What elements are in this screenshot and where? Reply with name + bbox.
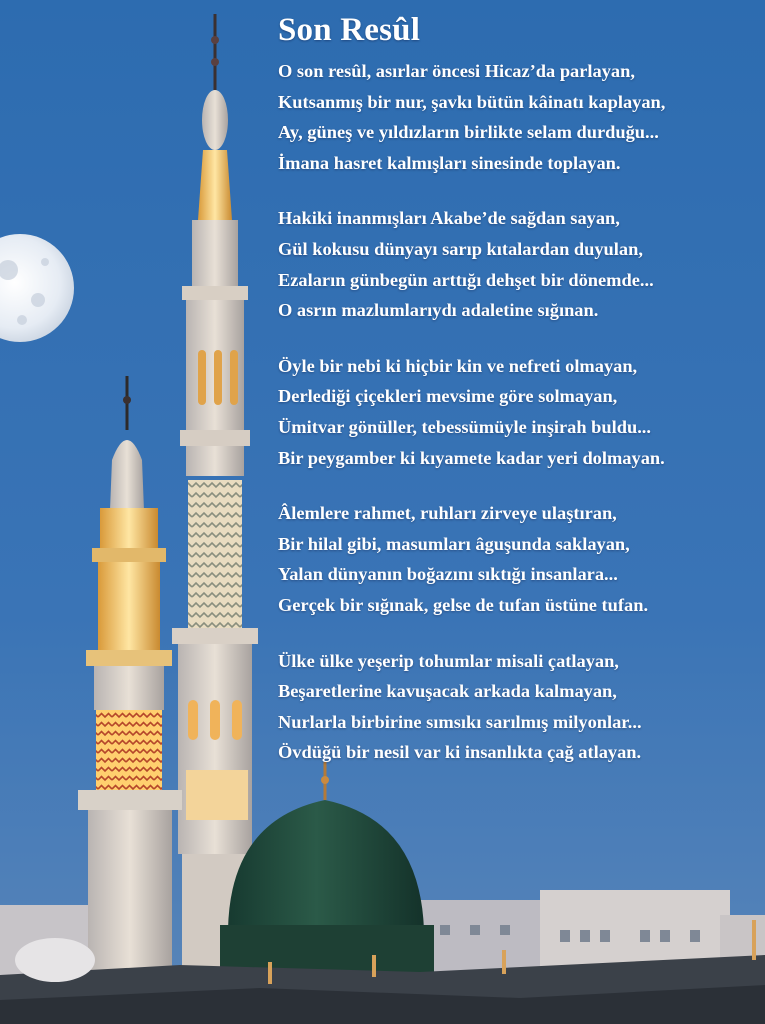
poem-line: Hakiki inanmışları Akabe’de sağdan sayan, xyxy=(278,208,620,229)
poem-line: Ülke ülke yeşerip tohumlar misali çatlayan, xyxy=(278,650,619,671)
poem-line: Nurlarla birbirine sımsıkı sarılmış milyonlar... xyxy=(278,711,642,732)
poem xyxy=(278,10,758,793)
poem-line: Kutsanmış bir nur, şavkı bütün kâinatı kaplayan, xyxy=(278,91,666,112)
poem-line: Derlediği çiçekleri mevsime göre solmayan, xyxy=(278,386,618,407)
poem-line: Beşaretlerine kavuşacak arkada kalmayan, xyxy=(278,681,617,702)
poem-line: Bir hilal gibi, masumları âguşunda saklayan, xyxy=(278,533,630,554)
poem-line: O son resûl, asırlar öncesi Hicaz’da parlayan, xyxy=(278,61,635,81)
stanza-1 xyxy=(278,56,758,178)
stanza-4 xyxy=(278,498,758,620)
poem-title: Son Resûl xyxy=(278,12,421,48)
poem-line: Bir peygamber ki kıyamete kadar yeri dolmayan. xyxy=(278,447,665,468)
poem-line: Öyle bir nebi ki hiçbir kin ve nefreti olmayan, xyxy=(278,355,638,376)
poem-line: Gül kokusu dünyayı sarıp kıtalardan duyulan, xyxy=(278,238,643,259)
poem-line: Âlemlere rahmet, ruhları zirveye ulaştıran, xyxy=(278,503,617,524)
stanza-3 xyxy=(278,351,758,473)
poem-line: Ay, güneş ve yıldızların birlikte selam durduğu... xyxy=(278,122,659,143)
poem-line: Gerçek bir sığınak, gelse de tufan üstüne tufan. xyxy=(278,594,649,615)
stanza-2 xyxy=(278,203,758,325)
poem-line: O asrın mazlumlarıydı adaletine sığınan. xyxy=(278,300,599,321)
stanza-5 xyxy=(278,646,758,768)
poem-line: Yalan dünyanın boğazını sıktığı insanlara... xyxy=(278,564,618,585)
poem-line: Ezaların günbegün arttığı dehşet bir dönemde... xyxy=(278,269,654,290)
poem-line: Övdüğü bir nesil var ki insanlıkta çağ atlayan. xyxy=(278,742,642,763)
poem-line: Ümitvar gönüller, tebessümüyle inşirah buldu... xyxy=(278,416,651,437)
poem-line: İmana hasret kalmışları sinesinde toplayan. xyxy=(278,152,621,173)
